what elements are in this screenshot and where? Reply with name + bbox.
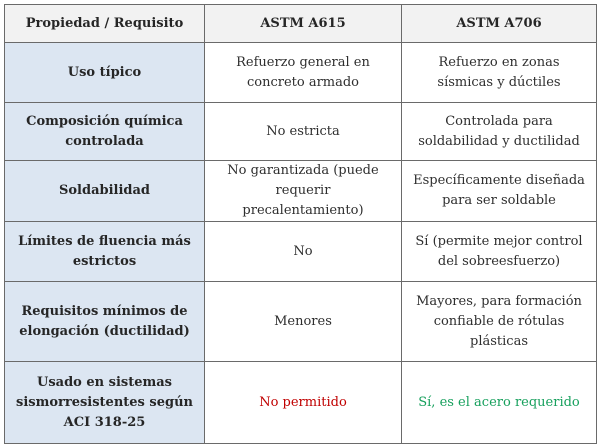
header-a615: ASTM A615 (205, 5, 402, 43)
header-a706: ASTM A706 (402, 5, 597, 43)
table-row (5, 43, 597, 103)
a706-required-cell: Sí, es el acero requerido (402, 362, 597, 444)
header-property: Propiedad / Requisito (5, 5, 205, 43)
a615-cell: No (205, 222, 402, 282)
property-cell: Usado en sistemas sismorresistentes según ACI 318-25 (5, 362, 205, 444)
table-row (5, 282, 597, 362)
table-row (5, 362, 597, 444)
property-cell: Uso típico (5, 43, 205, 103)
a615-cell: No estricta (205, 103, 402, 161)
a615-cell: Refuerzo general en concreto armado (205, 43, 402, 103)
table-row (5, 103, 597, 161)
property-cell: Soldabilidad (5, 161, 205, 222)
table-row (5, 222, 597, 282)
a706-cell: Sí (permite mejor control del sobreesfuerzo) (402, 222, 597, 282)
a706-cell: Controlada para soldabilidad y ductilidad (402, 103, 597, 161)
comparison-table (4, 4, 597, 444)
a706-cell: Específicamente diseñada para ser soldable (402, 161, 597, 222)
a706-cell: Mayores, para formación confiable de rótulas plásticas (402, 282, 597, 362)
a706-cell: Refuerzo en zonas sísmicas y dúctiles (402, 43, 597, 103)
property-cell: Composición química controlada (5, 103, 205, 161)
a615-not-permitted-cell: No permitido (205, 362, 402, 444)
header-row (5, 5, 597, 43)
property-cell: Requisitos mínimos de elongación (ductilidad) (5, 282, 205, 362)
a615-cell: Menores (205, 282, 402, 362)
property-cell: Límites de fluencia más estrictos (5, 222, 205, 282)
table-row (5, 161, 597, 222)
a615-cell: No garantizada (puede requerir precalentamiento) (205, 161, 402, 222)
